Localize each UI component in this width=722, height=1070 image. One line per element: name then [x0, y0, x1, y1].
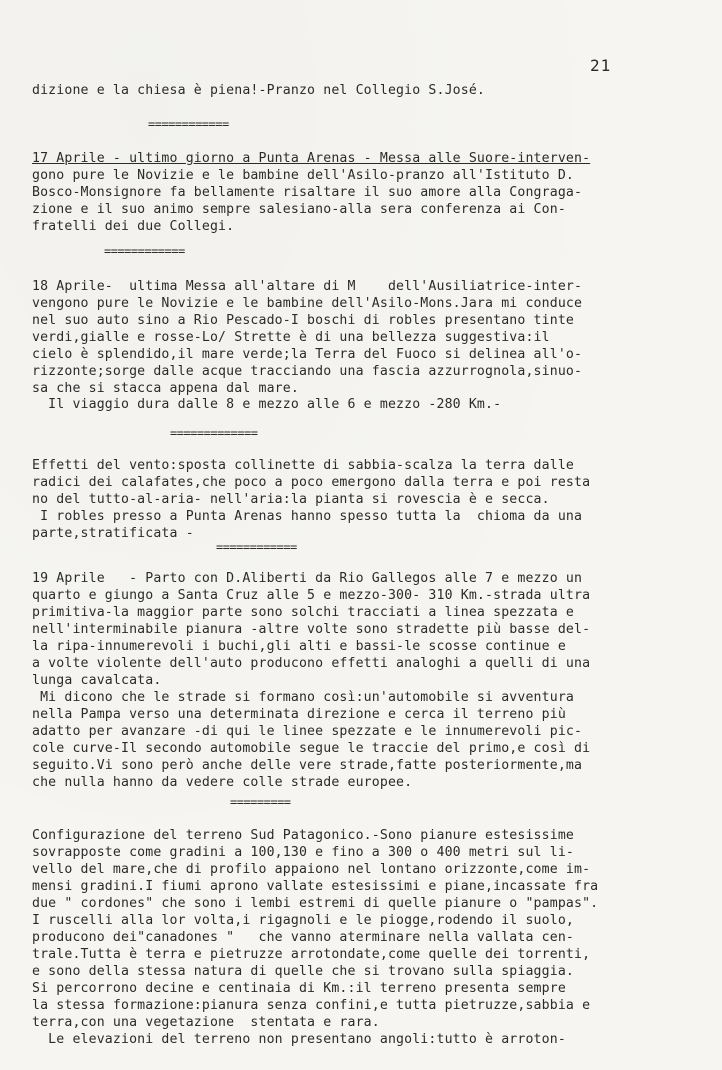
entry-heading-configurazione-terreno: Configurazione del terreno Sud Patagonico.-Sono pianure estesissime — [32, 828, 574, 843]
text-line: Mi dicono che le strade si formano così:un'automobile si avventura — [32, 690, 574, 705]
separator: ============ — [216, 540, 297, 554]
text-line: verdi,gialle e rosse-Lo/ Strette è di una bellezza suggestiva:il — [32, 330, 550, 345]
text-line: nel suo auto sino a Rio Pescado-I boschi di robles presentano tinte — [32, 313, 574, 328]
text-line: I ruscelli alla lor volta,i rigagnoli e le piogge,rodendo il suolo, — [32, 913, 574, 928]
text-line: vello del mare,che di profilo appaiono nel lontano orizzonte,come im- — [32, 862, 591, 877]
text-line: Bosco-Monsignore fa bellamente risaltare il suo amore alla Congraga- — [32, 185, 583, 200]
text-line: nella Pampa verso una determinata direzione e cerca il terreno più — [32, 707, 566, 722]
text-line: che nulla hanno da vedere colle strade europee. — [32, 775, 413, 790]
text-line: sovrapposte come gradini a 100,130 e fino a 300 o 400 metri sul li- — [32, 845, 574, 860]
text-line: due " cordones" che sono i lembi estremi di quelle pianure o "pampas". — [32, 896, 599, 911]
entry-heading-17-aprile: 17 Aprile - ultimo giorno a Punta Arenas - Messa alle Suore-interven- — [32, 151, 591, 166]
entry-heading-19-aprile: 19 Aprile - Parto con D.Aliberti da Rio Gallegos alle 7 e mezzo un — [32, 571, 583, 586]
text-line: sa che si stacca appena dal mare. — [32, 381, 299, 396]
separator: ============= — [170, 426, 258, 440]
text-line: no del tutto-al-aria- nell'aria:la pianta si rovescia è e secca. — [32, 492, 550, 507]
text-line: a volte violente dell'auto producono effetti analoghi a quelli di una — [32, 656, 591, 671]
text-line: gono pure le Novizie e le bambine dell'Asilo-pranzo all'Istituto D. — [32, 168, 574, 183]
text-line: seguito.Vi sono però anche delle vere strade,fatte posteriormente,ma — [32, 758, 583, 773]
text-line: adatto per avanzare -di qui le linee spezzate e le innumerevoli pic- — [32, 724, 583, 739]
text-line: nell'interminabile pianura -altre volte sono stradette più basse del- — [32, 622, 591, 637]
text-line: parte,stratificata - — [32, 526, 194, 541]
text-line: primitiva-la maggior parte sono solchi tracciati a linea spezzata e — [32, 605, 574, 620]
entry-heading-18-aprile: 18 Aprile- ultima Messa all'altare di M dell'Ausiliatrice-inter- — [32, 279, 583, 294]
text-line: cole curve-Il secondo automobile segue le traccie del primo,e così di — [32, 741, 591, 756]
text-line: mensi gradini.I fiumi aprono vallate estesissimi e piane,incassate fra — [32, 879, 599, 894]
separator: ========= — [230, 795, 291, 809]
text-line: trale.Tutta è terra e pietruzze arrotondate,come quelle dei torrenti, — [32, 947, 591, 962]
separator: ============ — [104, 244, 185, 258]
text-line: dizione e la chiesa è piena!-Pranzo nel Collegio S.José. — [32, 83, 486, 98]
text-line: Si percorrono decine e centinaia di Km.:il terreno presenta sempre — [32, 981, 566, 996]
text-line: la ripa-innumerevoli i buchi,gli alti e bassi-le scosse continue e — [32, 639, 566, 654]
text-line: Le elevazioni del terreno non presentano angoli:tutto è arroton- — [32, 1032, 566, 1047]
separator: ============ — [148, 117, 229, 131]
text-line: lunga cavalcata. — [32, 673, 162, 688]
text-line: zione e il suo animo sempre salesiano-alla sera conferenza ai Con- — [32, 202, 566, 217]
text-line: fratelli dei due Collegi. — [32, 219, 235, 234]
text-line: terra,con una vegetazione stentata e rara. — [32, 1015, 380, 1030]
text-line: radici dei calafates,che poco a poco emergono dalla terra e poi resta — [32, 475, 591, 490]
text-line: vengono pure le Novizie e le bambine dell'Asilo-Mons.Jara mi conduce — [32, 296, 583, 311]
text-line: quarto e giungo a Santa Cruz alle 5 e mezzo-300- 310 Km.-strada ultra — [32, 588, 591, 603]
text-line: Il viaggio dura dalle 8 e mezzo alle 6 e mezzo -280 Km.- — [32, 397, 502, 412]
text-line: rizzonte;sorge dalle acque tracciando una fascia azzurrognola,sinuo- — [32, 364, 583, 379]
text-line: la stessa formazione:pianura senza confini,e tutta pietruzze,sabbia e — [32, 998, 591, 1013]
text-line: e sono della stessa natura di quelle che si trovano sulla spiaggia. — [32, 964, 574, 979]
page-number: 21 — [590, 56, 612, 75]
text-line: I robles presso a Punta Arenas hanno spesso tutta la chioma da una — [32, 509, 583, 524]
text-line: cielo è splendido,il mare verde;la Terra del Fuoco si delinea all'o- — [32, 347, 583, 362]
entry-heading-effetti-del-vento: Effetti del vento:sposta collinette di sabbia-scalza la terra dalle — [32, 458, 574, 473]
text-line: producono dei"canadones " che vanno aterminare nella vallata cen- — [32, 930, 574, 945]
